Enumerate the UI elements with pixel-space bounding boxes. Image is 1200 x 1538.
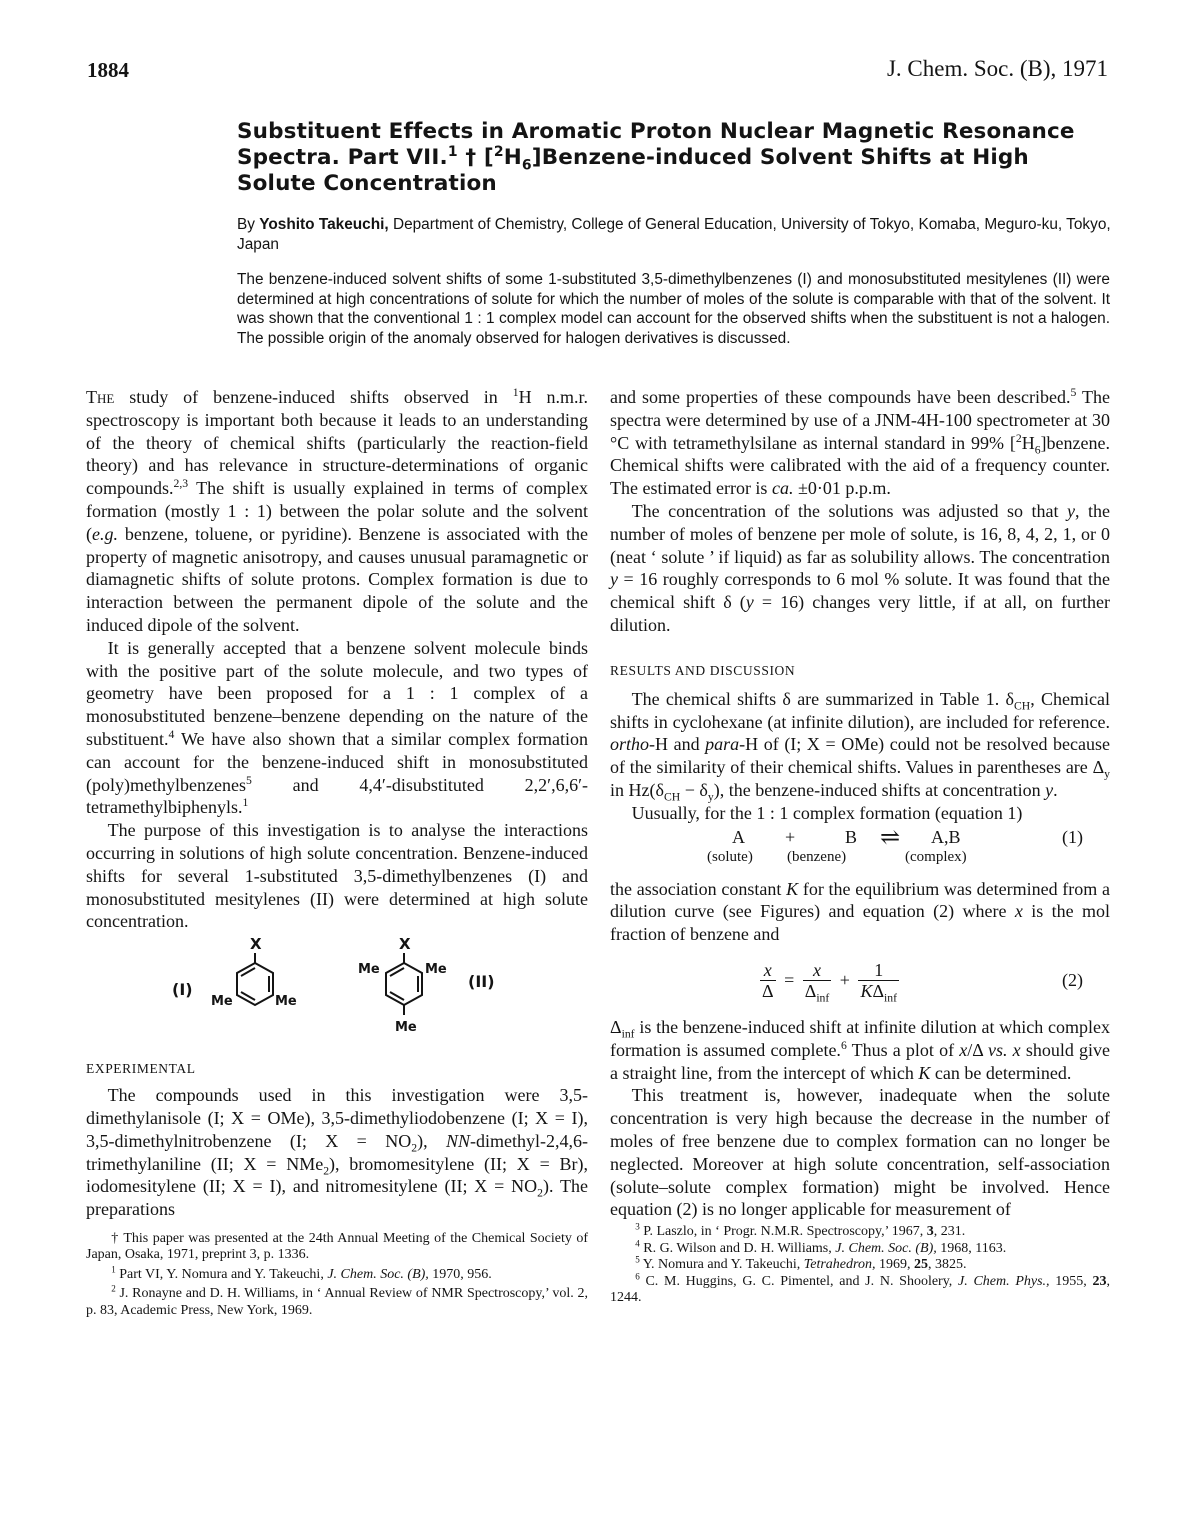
eq-species-a: A bbox=[732, 826, 745, 847]
substituent-x: X bbox=[250, 935, 262, 954]
text: C. M. Huggins, G. C. Pimentel, and J. N. Shoolery, bbox=[639, 1273, 959, 1289]
eq-label-complex: (complex) bbox=[905, 848, 967, 865]
subscript: inf bbox=[884, 991, 898, 1005]
footnote-5 bbox=[610, 1254, 1110, 1274]
citation: 4 bbox=[168, 727, 175, 741]
text: -H of (I; X = OMe) could not be resolved because of the similarity of their chemical shifts. Values in parentheses are Δ bbox=[610, 734, 1110, 778]
title-part: † [ bbox=[457, 145, 494, 170]
numerator: x bbox=[803, 960, 832, 981]
text: ), bromomesitylene (II; X = Br), iodomesitylene (II; X = I), and nitromesitylene (II; X = NO bbox=[86, 1153, 588, 1197]
chemical-structures bbox=[86, 933, 588, 1041]
superscript: 2 bbox=[1015, 431, 1022, 445]
text: ), the benzene-induced shifts at concentration bbox=[713, 779, 1046, 800]
delta: Δ bbox=[804, 980, 817, 1001]
text: H bbox=[1021, 432, 1035, 453]
footnote-2 bbox=[86, 1283, 588, 1319]
text: J. Ronayne and D. H. Williams, in ‘ Annual Review of NMR Spectroscopy,’ vol. 2, p. 83, Academic Press, New York, 1969. bbox=[86, 1286, 588, 1318]
text: e.g. bbox=[92, 523, 118, 544]
results-heading: RESULTS AND DISCUSSION bbox=[610, 662, 796, 678]
delta: Δ bbox=[872, 980, 885, 1001]
text: and 4,4′-disubstituted 2,2′,6,6′-tetramethylbiphenyls. bbox=[86, 774, 588, 818]
text: H n.m.r. spectroscopy is important both because it leads to an understanding of the theory of chemical shifts (particularly the reaction-field theory) and has relevance in structure-determinations of organic compounds. bbox=[86, 387, 588, 499]
title-line-3: Solute Concentration bbox=[237, 171, 497, 196]
paragraph bbox=[610, 1016, 1110, 1084]
text: and some properties of these compounds have been described. bbox=[610, 387, 1071, 407]
fraction bbox=[760, 960, 776, 1001]
text: . bbox=[1053, 779, 1058, 800]
text: is the benzene-induced shift at infinite dilution at which complex formation is assumed complete. bbox=[610, 1016, 1110, 1060]
equals-sign: = bbox=[784, 969, 795, 990]
author-name: Yoshito Takeuchi, bbox=[259, 216, 389, 233]
subscript: inf bbox=[621, 1027, 635, 1041]
paragraph bbox=[86, 637, 588, 819]
text: Δ bbox=[610, 1016, 622, 1037]
text: ortho bbox=[610, 734, 650, 755]
text: ca. bbox=[771, 478, 794, 499]
benzene-ring-ii bbox=[386, 963, 422, 1005]
structure-label-i: (I) bbox=[172, 980, 193, 1000]
methyl-group: Me bbox=[211, 994, 233, 1010]
footnote-number: 2 bbox=[111, 1283, 116, 1294]
text: Tetrahedron, bbox=[803, 1257, 876, 1273]
substituent-x: X bbox=[399, 935, 411, 954]
text: 25 bbox=[913, 1257, 928, 1273]
text: J. Chem. Phys., bbox=[958, 1273, 1050, 1289]
eq2-expression bbox=[760, 959, 899, 1005]
text: 3 bbox=[926, 1224, 934, 1240]
footnote-6 bbox=[610, 1270, 1111, 1307]
eq-number: (1) bbox=[1062, 826, 1083, 847]
journal-reference: J. Chem. Soc. (B), 1971 bbox=[886, 56, 1108, 81]
citation: 2,3 bbox=[173, 477, 189, 491]
footnote-number: 4 bbox=[635, 1237, 640, 1248]
left-column bbox=[86, 386, 588, 1319]
equation-2 bbox=[610, 960, 1110, 1016]
text: The concentration of the solutions was adjusted so that bbox=[631, 500, 1067, 521]
subscript: CH bbox=[663, 790, 681, 804]
isotope-mass: 2 bbox=[493, 143, 504, 160]
text: y bbox=[1067, 500, 1075, 521]
text: ), bbox=[417, 1130, 447, 1151]
subscript: 6 bbox=[1034, 443, 1041, 457]
text: vs. bbox=[988, 1039, 1008, 1060]
text: 1968, 1163. bbox=[936, 1240, 1007, 1256]
eq-label-solute: (solute) bbox=[707, 848, 753, 865]
article-title bbox=[237, 119, 1112, 197]
text: , 231. bbox=[933, 1224, 966, 1240]
citation: 1 bbox=[242, 796, 249, 810]
footnotes bbox=[610, 1221, 1111, 1307]
text: NN bbox=[446, 1130, 471, 1151]
methyl-group: Me bbox=[275, 994, 297, 1010]
footnote-number: 5 bbox=[635, 1254, 640, 1265]
eq-number: (2) bbox=[1062, 969, 1083, 990]
text: should give a straight line, from the intercept of which bbox=[610, 1039, 1110, 1083]
text: , 3825. bbox=[927, 1257, 967, 1273]
text: -H and bbox=[649, 734, 706, 755]
text: for the equilibrium was determined from a dilution curve (see Figures) and equation (2) where bbox=[610, 878, 1110, 922]
footnote-number: 6 bbox=[635, 1270, 640, 1281]
subscript: y bbox=[707, 790, 714, 804]
denominator bbox=[858, 980, 899, 1005]
text: benzene, toluene, or pyridine). Benzene is associated with the property of magnetic anisotropy, and causes unusual paramagnetic or diamagnetic shifts of solute protons. Complex formation is due to interaction between the permanent dipole of the solute and the induced dipole of the solvent. bbox=[86, 523, 588, 635]
subscript: y bbox=[1104, 767, 1110, 781]
text: 1955, bbox=[1049, 1273, 1093, 1289]
structure-diagram bbox=[86, 933, 588, 1041]
superscript: 1 bbox=[512, 386, 519, 399]
subscript: 6 bbox=[521, 157, 532, 174]
text: K bbox=[918, 1062, 931, 1083]
text: The compounds used in this investigation were 3,5-dimethylanisole (I; X = OMe), 3,5-dimethyliodobenzene (I; X = I), 3,5-dimethylnitrobenzene (I; X = NO bbox=[86, 1085, 588, 1151]
citation: 5 bbox=[1070, 386, 1077, 399]
text: J. Chem. Soc. (B), bbox=[835, 1240, 937, 1256]
text: 1970, 956. bbox=[428, 1266, 492, 1282]
numerator: x bbox=[760, 960, 776, 981]
text: = 16) changes very little, if at all, on further dilution. bbox=[610, 592, 1111, 635]
methyl-group: Me bbox=[395, 1020, 417, 1036]
text: ±0·01 p.p.m. bbox=[793, 478, 891, 499]
text: P. Laszlo, in ‘ Progr. N.M.R. Spectroscopy,’ 1967, bbox=[639, 1224, 927, 1240]
structure-label-ii: (II) bbox=[468, 972, 495, 992]
paragraph bbox=[610, 500, 1110, 637]
right-column bbox=[610, 386, 1110, 1307]
denominator: Δ bbox=[762, 980, 774, 1001]
footnote-3 bbox=[610, 1221, 1110, 1241]
subscript: 2 bbox=[411, 1141, 418, 1155]
eq-label-benzene: (benzene) bbox=[787, 848, 847, 865]
text: R. G. Wilson and D. H. Williams, bbox=[639, 1240, 836, 1256]
eq-species-b: B bbox=[845, 826, 858, 847]
k-symbol: K bbox=[860, 980, 873, 1001]
text: We have also shown that a similar complex formation can account for the benzene-induced shift in monosubstituted (poly)methylbenzenes bbox=[86, 728, 588, 795]
footnote-number: 3 bbox=[635, 1221, 640, 1232]
text: Thus a plot of bbox=[846, 1039, 960, 1060]
numerator: 1 bbox=[858, 960, 899, 981]
text: 23 bbox=[1092, 1273, 1107, 1289]
paragraph: The purpose of this investigation is to analyse the interactions occurring in solutions of high solute concentration. Benzene-induced shifts for several 1-substituted 3,5-dimethylbenzenes (I) and monosubstituted mesitylenes (II) were determined at high solute concentration. bbox=[86, 820, 588, 932]
text: K bbox=[786, 878, 799, 899]
methyl-group: Me bbox=[425, 962, 447, 978]
text: Y. Nomura and Y. Takeuchi, bbox=[639, 1257, 804, 1273]
citation: 6 bbox=[840, 1038, 847, 1052]
subscript: 2 bbox=[323, 1164, 330, 1178]
footnotes bbox=[86, 1231, 588, 1320]
title-part: Spectra. Part VII. bbox=[237, 145, 448, 170]
text: It is generally accepted that a benzene solvent molecule binds with the positive part of the solute molecule, and two types of geometry have been proposed for a 1 : 1 complex of a monosubstituted benzene–benzene depending on the nature of the substituent. bbox=[86, 637, 588, 749]
text: the association constant bbox=[610, 878, 787, 899]
text: study of benzene-induced shifts observed in bbox=[114, 387, 513, 407]
footnote-number: 1 bbox=[111, 1264, 116, 1275]
abstract: The benzene-induced solvent shifts of some 1-substituted 3,5-dimethylbenzenes (I) and monosubstituted mesitylenes (II) were determined at high concentrations of solute for which the number of moles of the solute is comparable with that of the solvent. It was shown that the conventional 1 : 1 complex model can account for the observed shifts when the substituent is not a halogen. The possible origin of the anomaly observed for halogen derivatives is discussed. bbox=[237, 271, 1110, 347]
text: x bbox=[1012, 1039, 1021, 1060]
denominator bbox=[803, 980, 832, 1005]
subscript: inf bbox=[816, 991, 830, 1005]
lead-word: The bbox=[86, 387, 115, 407]
text: J. Chem. Soc. (B), bbox=[327, 1266, 429, 1282]
citation: 5 bbox=[245, 773, 252, 787]
text: = 16 roughly corresponds to 6 mol % solute. It was found that the chemical shift δ ( bbox=[610, 569, 1110, 613]
text: x bbox=[1014, 901, 1023, 922]
text: The chemical shifts δ are summarized in Table 1. δ bbox=[631, 688, 1014, 709]
text: , the number of moles of benzene per mole of solute, is 16, 8, 4, 2, 1, or 0 (neat ‘ solute ’ if liquid) as far as solubility allows. The concentration bbox=[610, 500, 1110, 567]
text: y bbox=[1045, 779, 1054, 800]
fraction bbox=[803, 959, 832, 1005]
title-line-2 bbox=[237, 143, 1112, 174]
paragraph bbox=[610, 688, 1110, 802]
text: can be determined. bbox=[930, 1062, 1072, 1083]
text: para bbox=[705, 734, 740, 755]
text: ]benzene. Chemical shifts were calibrated with the aid of a frequency counter. The estimated error is bbox=[610, 432, 1110, 499]
text: /Δ bbox=[967, 1039, 988, 1060]
equilibrium-arrow: ⇌ bbox=[880, 824, 901, 851]
plus-sign: + bbox=[839, 969, 850, 990]
affiliation: Department of Chemistry, College of General Education, University of Tokyo, Komaba, Meguro-ku, Tokyo, Japan bbox=[237, 216, 1111, 253]
benzene-ring-i bbox=[237, 963, 273, 1005]
footnote-4 bbox=[610, 1237, 1110, 1258]
page-number: 1884 bbox=[87, 58, 129, 82]
byline bbox=[237, 215, 1112, 255]
footnote-1 bbox=[86, 1264, 588, 1284]
text: ). The preparations bbox=[86, 1176, 588, 1220]
text: y bbox=[745, 592, 754, 613]
equation-1 bbox=[610, 825, 1110, 875]
text: is the mol fraction of benzene and bbox=[610, 901, 1110, 945]
text: x bbox=[959, 1039, 968, 1060]
text: , 1244. bbox=[610, 1273, 1111, 1306]
text: The shift is usually explained in terms of complex formation (mostly 1 : 1) between the polar solute and the solvent ( bbox=[86, 478, 588, 544]
text: y bbox=[610, 569, 618, 590]
eq-plus: + bbox=[785, 826, 796, 847]
title-part: ]Benzene-induced Solvent Shifts at High bbox=[531, 145, 1029, 170]
title-ref: 1 bbox=[447, 143, 458, 160]
text: − δ bbox=[680, 779, 708, 800]
experimental-heading: EXPERIMENTAL bbox=[86, 1061, 196, 1077]
text: in Hz(δ bbox=[610, 779, 664, 800]
eq-complex: A,B bbox=[931, 826, 961, 847]
title-line-1: Substituent Effects in Aromatic Proton Nuclear Magnetic Resonance bbox=[237, 119, 1075, 144]
subscript: CH bbox=[1013, 699, 1031, 713]
text: The spectra were determined by use of a JNM-4H-100 spectrometer at 30 °C with tetramethylsilane as internal standard in 99% [ bbox=[610, 387, 1110, 453]
paragraph bbox=[610, 878, 1110, 946]
paragraph: Uusually, for the 1 : 1 complex formation (equation 1) bbox=[631, 802, 1023, 823]
paragraph bbox=[86, 1084, 588, 1221]
subscript: 2 bbox=[537, 1186, 543, 1200]
paragraph bbox=[86, 386, 588, 637]
text: -dimethyl-2,4,6-trimethylaniline (II; X = NMe bbox=[86, 1130, 589, 1174]
methyl-group: Me bbox=[358, 962, 380, 978]
paragraph: This treatment is, however, inadequate when the solute concentration is very high because the decrease in the number of moles of free benzene due to complex formation can no longer be neglected. Moreover at high solute concentration, self-association (solute–solute complex formation) might be involved. Hence equation (2) is no longer applicable for measurement of bbox=[610, 1085, 1110, 1220]
text: , Chemical shifts in cyclohexane (at infinite dilution), are included for reference. bbox=[610, 688, 1111, 732]
text: 1969, bbox=[875, 1257, 914, 1273]
footnote-dagger: † This paper was presented at the 24th Annual Meeting of the Chemical Society of Japan, Osaka, 1971, preprint 3, p. 1336. bbox=[86, 1230, 588, 1263]
title-part: H bbox=[503, 145, 522, 170]
byline-by: By bbox=[237, 216, 260, 233]
fraction bbox=[858, 959, 899, 1005]
text: Part VI, Y. Nomura and Y. Takeuchi, bbox=[115, 1266, 328, 1282]
paragraph bbox=[610, 386, 1110, 500]
